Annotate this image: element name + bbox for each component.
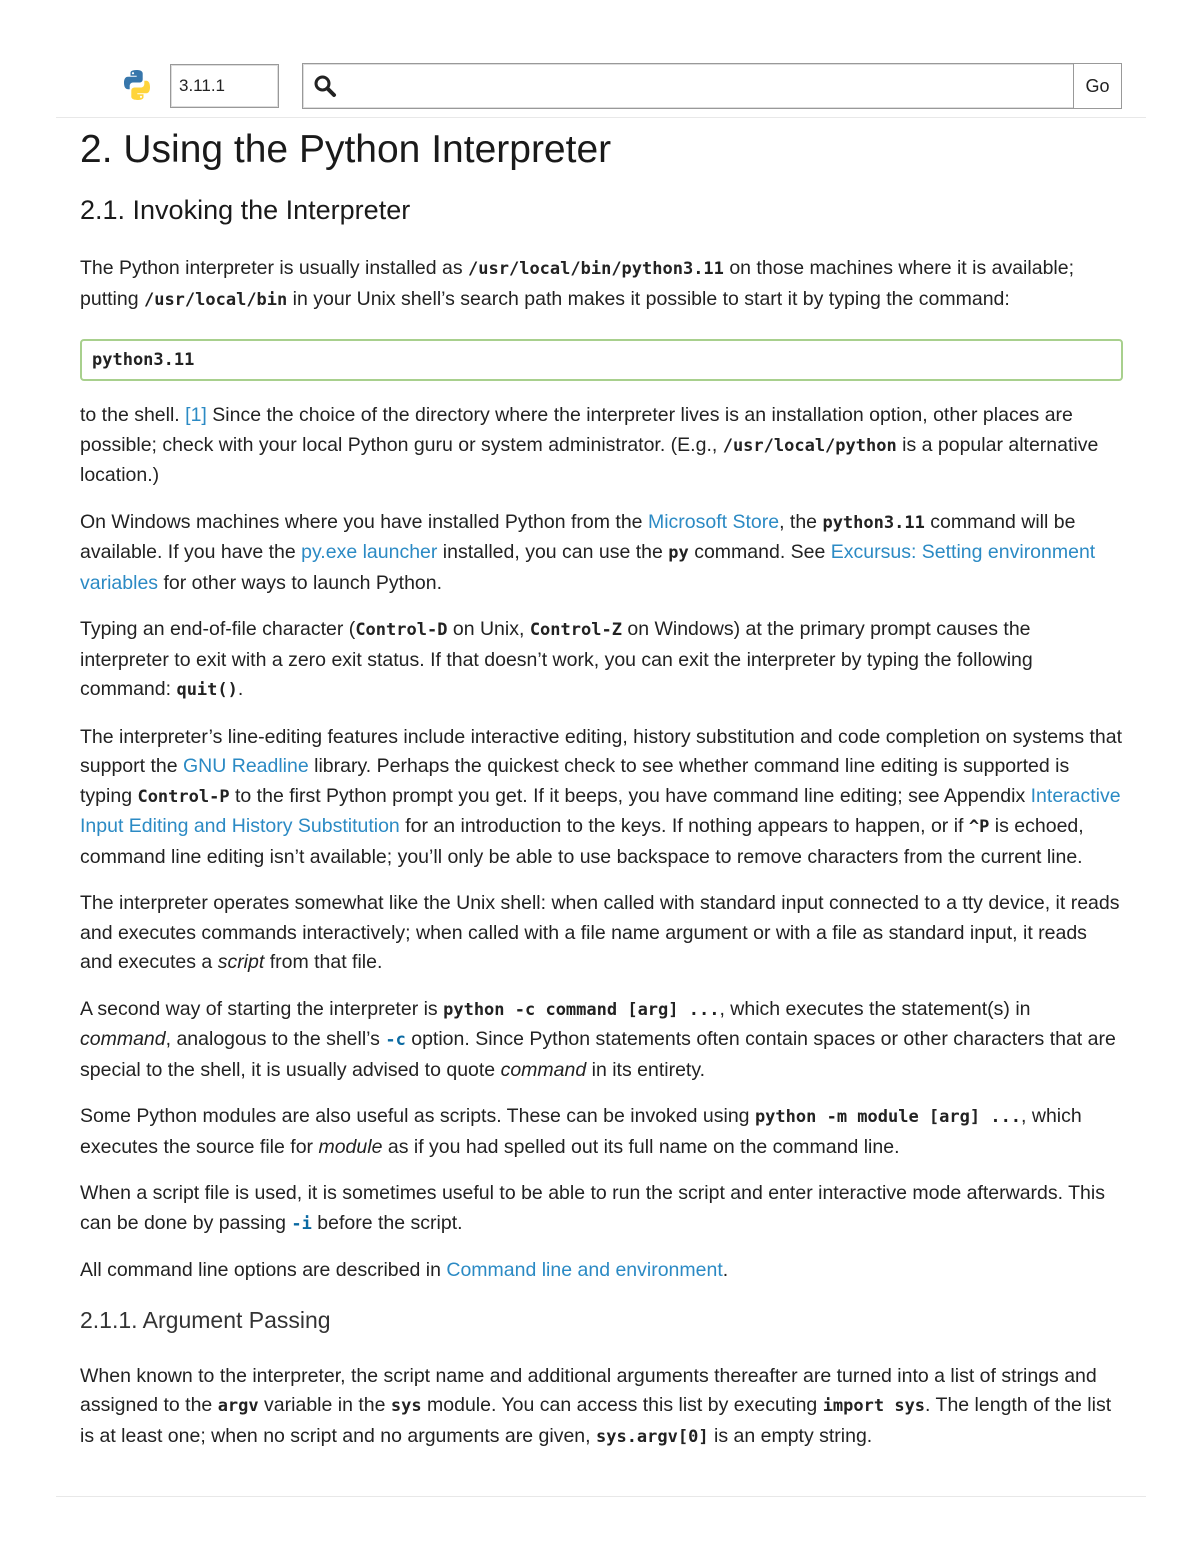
paragraph-python-m: Some Python modules are also useful as scripts. These can be invoked using python -m module [arg] ..., which executes the source file for module as if you had spelled out its full name on the command line. <box>80 1105 1082 1158</box>
paragraph-options: All command line options are described in Command line and environment. <box>80 1259 729 1281</box>
inline-code-link[interactable]: -c <box>385 1030 406 1050</box>
search-box[interactable] <box>302 63 1122 109</box>
subsection-title: 2.1.1. Argument Passing <box>80 1306 331 1333</box>
inline-code: /usr/local/python <box>722 435 897 456</box>
link-gnu-readline[interactable]: GNU Readline <box>182 755 309 777</box>
link-excursus-env-vars[interactable]: Excursus: Setting environment variables <box>80 541 1096 594</box>
link-microsoft-store[interactable]: Microsoft Store <box>647 510 780 533</box>
inline-code: ^P <box>968 817 990 837</box>
link-py-launcher[interactable]: py.exe launcher <box>301 541 438 563</box>
paragraph-shell: to the shell. [1] Since the choice of the directory where the interpreter lives is an installation option, other places are possible; check with your local Python guru or system administrator. (E.g., /usr/local/python is a popular alternative location.) <box>80 404 1099 486</box>
inline-code: import sys <box>822 1396 926 1416</box>
paragraph-line-editing: The interpreter’s line-editing features include interactive editing, history substitution and code completion on systems that support the GNU Readline library. Perhaps the quickest check to see whether command line editing is supported is typing Control-P to the first Python prompt you get. If it beeps, you have command line editing; see Appendix Interactive Input Editing and History Substitution for an introduction to the keys. If nothing appears to happen, or if ^P is echoed, command line editing isn’t available; you’ll only be able to use backspace to remove characters from the current line. <box>80 725 1123 868</box>
paragraph-unix-shell: The interpreter operates somewhat like the Unix shell: when called with standard input connected to a tty device, it reads and executes commands interactively; when called with a file name argument or with a file as standard input, it reads and executes a script from that file. <box>80 892 1120 973</box>
paragraph-windows: On Windows machines where you have installed Python from the Microsoft Store, the python3.11 command will be available. If you have the py.exe launcher installed, you can use the py command. See Excursus: Setting environment variables for other ways to launch Python. <box>80 510 1096 594</box>
paragraph-python-c: A second way of starting the interpreter is python -c command [arg] ..., which executes the statement(s) in command, analogous to the shell’s -c option. Since Python statements often contain spaces or other characters that are special to the shell, it is usually advised to quote command in its entirety. <box>80 997 1116 1081</box>
inline-code: quit() <box>176 680 238 700</box>
inline-code: sys <box>390 1396 422 1416</box>
link-interactive-input-editing[interactable]: Interactive Input Editing and History Substitution <box>80 784 1121 837</box>
search-icon <box>313 74 337 98</box>
inline-code-link[interactable]: -i <box>291 1213 312 1234</box>
version-value: 3.11.1 <box>179 76 226 95</box>
inline-code: Control-P <box>137 786 230 807</box>
section-title: 2.1. Invoking the Interpreter <box>80 195 411 225</box>
code-block: python3.11 <box>80 339 1123 381</box>
page-title: 2. Using the Python Interpreter <box>80 128 612 171</box>
link-command-line-environment[interactable]: Command line and environment <box>446 1259 723 1281</box>
inline-code: /usr/local/bin/python3.11 <box>468 259 724 279</box>
inline-code: python -m module [arg] ... <box>754 1107 1022 1127</box>
inline-code: sys.argv[0] <box>595 1426 709 1447</box>
paragraph-interactive-mode: When a script file is used, it is sometimes useful to be able to run the script and enter interactive mode afterwards. This can be done by passing -i before the script. <box>80 1182 1105 1234</box>
footnote-link-1[interactable]: [1] <box>185 404 207 426</box>
top-bar <box>56 56 1146 118</box>
page-footer-edge <box>56 1496 1146 1553</box>
search-input[interactable] <box>343 68 1103 104</box>
inline-code: python3.11 <box>822 512 925 533</box>
inline-code: python -c command [arg] ... <box>443 999 720 1020</box>
inline-code: Control-Z <box>529 620 622 640</box>
paragraph-argument-passing: When known to the interpreter, the script name and additional arguments thereafter are turned into a list of strings and assigned to the argv variable in the sys module. You can access this list by executing import sys. The length of the list is at least one; when no script and no arguments are given, sys.argv[0] is an empty string. <box>80 1364 1112 1447</box>
paragraph-install-location: The Python interpreter is usually installed as /usr/local/bin/python3.11 on those machines where it is available; putting /usr/local/bin in your Unix shell’s search path makes it possible to start it by typing the command: <box>80 257 1075 310</box>
inline-code: argv <box>217 1396 259 1416</box>
python-logo-icon[interactable] <box>120 68 154 102</box>
inline-code: py <box>668 543 689 563</box>
main-content <box>80 118 1123 1452</box>
inline-code: Control-D <box>355 620 448 640</box>
go-button[interactable]: Go <box>1073 63 1122 109</box>
paragraph-eof: Typing an end-of-file character (Control-D on Unix, Control-Z on Windows) at the primary prompt causes the interpreter to exit with a zero exit status. If that doesn’t work, you can exit the interpreter by typing the following command: quit(). <box>80 618 1033 700</box>
inline-code: /usr/local/bin <box>143 289 288 310</box>
version-select[interactable] <box>170 64 279 108</box>
